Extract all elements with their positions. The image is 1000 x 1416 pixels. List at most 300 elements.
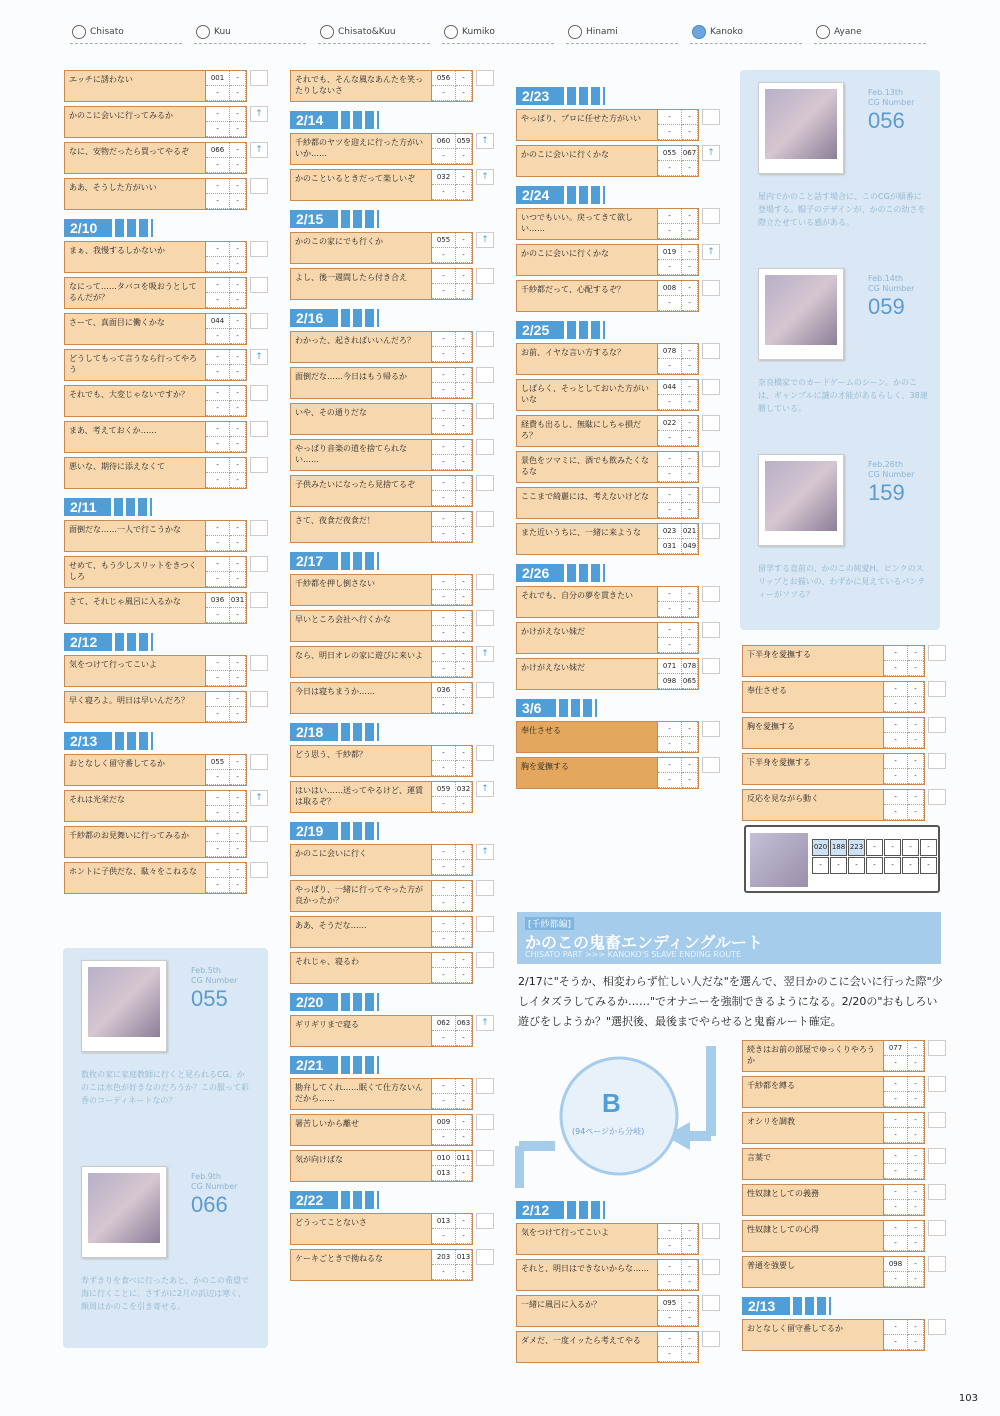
choice-row: [64, 241, 269, 273]
choice-text: どうってことないさ: [290, 1213, 432, 1245]
choice-row: [64, 70, 269, 102]
cg-number-grid: [658, 415, 699, 447]
choice-text: ダメだ、一度イッたら考えてやる: [516, 1331, 658, 1363]
cg-number-cell: -: [884, 1164, 908, 1179]
cg-number-cell: -: [456, 896, 472, 911]
cg-number-cell: -: [884, 805, 908, 820]
choice-text: 今日は寝ちまうか……: [290, 682, 432, 714]
date-header: [64, 219, 269, 237]
flag-box: [702, 451, 720, 467]
cg-number-grid: [432, 1015, 473, 1047]
cg-number-cell: -: [432, 575, 456, 590]
cg-number-grid: [658, 622, 699, 654]
cg-number-cell: -: [456, 917, 472, 932]
cg-number-cell: 071: [658, 659, 682, 674]
cg-number-cell: -: [206, 656, 230, 671]
cg-number-cell: 223: [848, 839, 865, 856]
choice-text: 普通を強要し: [742, 1256, 884, 1288]
cg-number-cell: -: [682, 125, 698, 140]
cg-number-cell: -: [432, 797, 456, 812]
cg-number-cell: -: [206, 791, 230, 806]
choice-row: [516, 622, 721, 654]
arrow-chevrons-icon: [103, 219, 153, 237]
cg-number-grid: [658, 1331, 699, 1363]
choice-row: [290, 1150, 495, 1182]
cg-number-cell: 044: [206, 314, 230, 329]
cg-number-cell: -: [884, 1185, 908, 1200]
cg-number-cell: -: [456, 797, 472, 812]
choice-row: [516, 586, 721, 618]
cg-number-grid: [206, 349, 247, 381]
cg-number-grid: [432, 169, 473, 201]
cg-number-cell: -: [658, 296, 682, 311]
cg-number-cell: -: [456, 86, 472, 101]
choice-text: 下半身を愛撫する: [742, 753, 884, 785]
cg-number-grid: [206, 826, 247, 858]
choice-row: [516, 523, 721, 555]
cg-number-cell: -: [230, 242, 246, 257]
cg-number-grid: [432, 781, 473, 813]
tab-kumiko[interactable]: [442, 22, 554, 44]
cg-number-cell: -: [230, 143, 246, 158]
choice-row: [64, 556, 269, 588]
flag-box: [250, 385, 268, 401]
choice-row: [64, 826, 269, 858]
flag-box: [476, 439, 494, 455]
cg-number-cell: -: [456, 953, 472, 968]
cg-number-grid: [658, 451, 699, 483]
choice-row: [516, 145, 721, 177]
cg-number-cell: 032: [456, 782, 472, 797]
cg-number-cell: -: [230, 458, 246, 473]
choice-row: [742, 1148, 947, 1180]
cg-number-cell: 020: [812, 839, 829, 856]
branch-diagram: [515, 1040, 745, 1190]
tab-kuu[interactable]: [194, 22, 306, 44]
cg-number-cell: -: [230, 350, 246, 365]
cg-number-grid: [658, 658, 699, 690]
cg-number-cell: -: [682, 260, 698, 275]
cg-number-cell: -: [230, 707, 246, 722]
cg-number-cell: -: [658, 1224, 682, 1239]
choice-text: それは光栄だな: [64, 790, 206, 822]
choice-text: 気をつけて行ってこいよ: [64, 655, 206, 687]
choice-row: [516, 658, 721, 690]
cg-number-cell: -: [206, 536, 230, 551]
cg-thumbnail-frame: [81, 960, 167, 1052]
cg-number-cell: -: [432, 896, 456, 911]
cg-number-cell: -: [432, 368, 456, 383]
choice-row: [516, 1223, 721, 1255]
flag-box: [702, 721, 720, 737]
choice-text: 千紗都を縛る: [742, 1076, 884, 1108]
cg-number-grid: [206, 178, 247, 210]
tab-hinami[interactable]: [566, 22, 678, 44]
cg-number-cell: 032: [432, 170, 456, 185]
flag-box: [702, 1331, 720, 1347]
cg-number-cell: -: [682, 296, 698, 311]
cg-number-cell: -: [658, 1275, 682, 1290]
character-tabs: [70, 22, 970, 46]
cg-number-cell: -: [432, 491, 456, 506]
date-header: [516, 699, 721, 717]
arrow-chevrons-icon: [329, 1056, 379, 1074]
arrow-chevrons-icon: [781, 1297, 831, 1315]
cg-number-cell: -: [432, 953, 456, 968]
cg-number-grid: [658, 1223, 699, 1255]
cg-number-cell: -: [682, 359, 698, 374]
flag-box: [702, 280, 720, 296]
choice-text: 気をつけて行ってこいよ: [516, 1223, 658, 1255]
cg-number-cell: -: [456, 491, 472, 506]
cg-number-cell: -: [432, 662, 456, 677]
choice-text: かのこといるときだって楽しいぞ: [290, 169, 432, 201]
cg-number-cell: -: [206, 278, 230, 293]
cg-number-cell: -: [230, 656, 246, 671]
cg-number-cell: -: [206, 842, 230, 857]
cg-number-cell: -: [884, 1272, 908, 1287]
choice-text: エッチに誘わない: [64, 70, 206, 102]
choice-row: [742, 1076, 947, 1108]
flag-box: [702, 1259, 720, 1275]
tab-kanoko[interactable]: [690, 22, 802, 44]
cg-number-cell: -: [432, 86, 456, 101]
column-6: [742, 1040, 947, 1355]
cg-number-cell: -: [682, 431, 698, 446]
flag-box: [702, 1223, 720, 1239]
choice-text: 胸を愛撫する: [742, 717, 884, 749]
cg-number-grid: [658, 721, 699, 753]
tab-label: Hinami: [586, 27, 618, 37]
up-arrow-icon: ↑: [476, 781, 494, 797]
choice-row: [516, 1259, 721, 1291]
date-label: 2/13: [64, 732, 103, 750]
cg-number-cell: -: [682, 1275, 698, 1290]
cg-number-grid: [658, 208, 699, 240]
cg-number-cell: -: [682, 773, 698, 788]
flag-box: [476, 367, 494, 383]
choice-text: 千紗都のヤツを迎えに行った方がいいか……: [290, 133, 432, 165]
tab-label: Chisato: [90, 27, 124, 37]
cg-number-cell: -: [884, 1221, 908, 1236]
cg-number-cell: -: [206, 437, 230, 452]
date-label: 2/22: [290, 1191, 329, 1209]
cg-number-cell: -: [908, 1149, 924, 1164]
choice-row: [516, 244, 721, 276]
cg-number-cell: -: [658, 773, 682, 788]
cg-number-cell: -: [230, 158, 246, 173]
cg-number-cell: -: [206, 293, 230, 308]
choice-row: [742, 1256, 947, 1288]
cg-number-cell: -: [432, 845, 456, 860]
cg-number-cell: 078: [682, 659, 698, 674]
cg-number-cell: -: [432, 626, 456, 641]
cg-number-grid: [884, 717, 925, 749]
cg-number-cell: 066: [206, 143, 230, 158]
cg-number-cell: -: [884, 790, 908, 805]
cg-number-cell: -: [230, 770, 246, 785]
date-header: [290, 309, 495, 327]
cg-number-cell: -: [908, 1272, 924, 1287]
cg-number-cell: -: [658, 395, 682, 410]
arrow-chevrons-icon: [555, 87, 605, 105]
choice-row: [516, 415, 721, 447]
choice-text: さーて、真面目に働くかな: [64, 313, 206, 345]
cg-number-cell: 013: [432, 1166, 456, 1181]
choice-row: [290, 745, 495, 777]
cg-number-cell: -: [908, 733, 924, 748]
cg-number-cell: -: [456, 1265, 472, 1280]
cg-number-cell: -: [866, 839, 883, 856]
tab-ayane[interactable]: [814, 22, 926, 44]
cg-number-grid: [206, 592, 247, 624]
cg-number-cell: 031: [230, 593, 246, 608]
cg-number-grid: [206, 142, 247, 174]
up-arrow-icon: ↑: [702, 244, 720, 260]
cg-image: [88, 967, 160, 1037]
cg-number-cell: -: [432, 284, 456, 299]
cg-number-grid: [884, 1184, 925, 1216]
cg-number-cell: -: [456, 611, 472, 626]
arrow-chevrons-icon: [329, 210, 379, 228]
arrow-chevrons-icon: [555, 564, 605, 582]
cg-number-cell: -: [658, 638, 682, 653]
arrow-chevrons-icon: [329, 723, 379, 741]
cg-number-cell: -: [884, 1092, 908, 1107]
cg-caption: 奈良橋家でのカードゲームのシーン。かのこは、ギャンブルに謎の才能があるらしく、38連勝している。: [758, 378, 928, 413]
flag-box: [476, 916, 494, 932]
flag-box: [250, 277, 268, 293]
choice-row: [742, 1112, 947, 1144]
choice-text: 言葉で: [742, 1148, 884, 1180]
date-header: [64, 498, 269, 516]
cg-number-grid: [884, 753, 925, 785]
cg-number-cell: -: [658, 503, 682, 518]
flag-box: [476, 403, 494, 419]
date-label: 2/10: [64, 219, 103, 237]
choice-text: オシリを調教: [742, 1112, 884, 1144]
cg-number-cell: -: [920, 839, 937, 856]
date-label: 2/12: [64, 633, 103, 651]
arrow-chevrons-icon: [555, 1201, 605, 1219]
cg-number-grid: [206, 277, 247, 309]
choice-row: [742, 753, 947, 785]
cg-number-cell: -: [658, 488, 682, 503]
cg-number-cell: -: [658, 110, 682, 125]
choice-row: [742, 789, 947, 821]
cg-number-cell: -: [908, 1221, 924, 1236]
arrow-chevrons-icon: [329, 309, 379, 327]
cg-number-cell: -: [230, 671, 246, 686]
radio-icon: [72, 25, 86, 39]
cg-number-cell: 001: [206, 71, 230, 86]
cg-number-grid: [658, 145, 699, 177]
cg-number-cell: -: [908, 697, 924, 712]
choice-text: かけがえない妹だ: [516, 658, 658, 690]
radio-icon: [568, 25, 582, 39]
cg-number-grid: [432, 403, 473, 435]
cg-number-grid: [432, 745, 473, 777]
flag-box: [702, 757, 720, 773]
cg-number-cell: -: [432, 269, 456, 284]
cg-caption: 留学する直前の、かのこの純愛H。ピンクのスリップとお揃いの、わずかに見えているパンティーがソソる？: [758, 564, 926, 599]
cg-number-cell: -: [456, 1031, 472, 1046]
choice-text: どう思う、千紗都？: [290, 745, 432, 777]
choice-text: ああ、そうだな……: [290, 916, 432, 948]
cg-number-cell: -: [206, 458, 230, 473]
cg-number-cell: -: [230, 107, 246, 122]
cg-number-cell: -: [682, 224, 698, 239]
cg-number-grid: [432, 682, 473, 714]
flag-box: [476, 610, 494, 626]
cg-number-cell: -: [682, 1224, 698, 1239]
date-header: [290, 552, 495, 570]
cg-number-cell: -: [456, 626, 472, 641]
cg-number-cell: -: [456, 932, 472, 947]
choice-row: [290, 367, 495, 399]
choice-row: [742, 645, 947, 677]
page-number: 103: [958, 1393, 978, 1404]
date-header: [290, 993, 495, 1011]
cg-number-grid: [884, 1148, 925, 1180]
tab-chisato-kuu[interactable]: [318, 22, 430, 44]
cg-number-cell: -: [230, 401, 246, 416]
choice-row: [290, 916, 495, 948]
cg-number-cell: -: [432, 611, 456, 626]
cg-number-cell: -: [884, 682, 908, 697]
up-arrow-icon: ↑: [702, 145, 720, 161]
cg-date-label: Feb.26th CG Number: [868, 460, 915, 479]
arrow-chevrons-icon: [329, 993, 379, 1011]
cg-number-cell: -: [206, 257, 230, 272]
cg-number-grid: [432, 133, 473, 165]
cg-thumbnail-frame: [81, 1166, 167, 1258]
cg-number-cell: 203: [432, 1250, 456, 1265]
choice-row: [290, 133, 495, 165]
cg-number-cell: -: [682, 209, 698, 224]
choice-row: [64, 349, 269, 381]
cg-image: [765, 461, 837, 531]
up-arrow-icon: ↑: [250, 106, 268, 122]
up-arrow-icon: ↑: [476, 1015, 494, 1031]
choice-text: お前、イヤな言い方するな？: [516, 343, 658, 375]
cg-number-cell: -: [456, 440, 472, 455]
cg-number-cell: -: [682, 344, 698, 359]
tab-chisato[interactable]: [70, 22, 182, 44]
cg-number-cell: -: [658, 209, 682, 224]
cg-number-cell: -: [432, 512, 456, 527]
cg-number-grid: [884, 1076, 925, 1108]
cg-number-cell: -: [884, 857, 901, 874]
cg-number-cell: 078: [658, 344, 682, 359]
choice-row: [516, 379, 721, 411]
choice-text: いや、その通りだな: [290, 403, 432, 435]
date-header: [516, 564, 721, 582]
cg-number-cell: -: [230, 386, 246, 401]
cg-number-cell: -: [682, 110, 698, 125]
cg-number-grid: [206, 421, 247, 453]
cg-number: 066: [191, 1192, 228, 1217]
choice-row: [742, 1040, 947, 1072]
choice-text: 経費も出るし、無駄にしちゃ損だろ？: [516, 415, 658, 447]
cg-number-cell: -: [908, 754, 924, 769]
flag-box: [928, 1076, 946, 1092]
flag-box: [928, 717, 946, 733]
cg-number-cell: -: [432, 1094, 456, 1109]
choice-text: 勘弁してくれ……眠くて仕方ないんだから……: [290, 1078, 432, 1110]
flag-box: [702, 487, 720, 503]
cg-number-cell: -: [658, 623, 682, 638]
cg-number-grid: [206, 457, 247, 489]
choice-text: どうしてもって言うなら行ってやろう: [64, 349, 206, 381]
cg-number-cell: -: [206, 158, 230, 173]
cg-number-cell: -: [206, 122, 230, 137]
choice-text: 早く寝ろよ。明日は早いんだろ？: [64, 691, 206, 723]
cg-number-cell: -: [230, 863, 246, 878]
choice-text: わかった、起きればいいんだろ？: [290, 331, 432, 363]
cg-number-cell: -: [658, 224, 682, 239]
choice-row: [64, 421, 269, 453]
cg-number-cell: -: [206, 827, 230, 842]
cg-number-cell: -: [908, 1092, 924, 1107]
column-4: [742, 645, 947, 825]
choice-row: [290, 169, 495, 201]
cg-number-cell: -: [206, 863, 230, 878]
tab-label: Ayane: [834, 27, 862, 37]
cg-thumbnail-frame: [758, 268, 844, 360]
cg-number-cell: -: [230, 194, 246, 209]
route-banner: [517, 912, 941, 964]
date-label: 2/11: [64, 498, 102, 516]
choice-text: おとなしく留守番してるか: [742, 1319, 884, 1351]
choice-row: [290, 682, 495, 714]
choice-text: ああ、そうした方がいい: [64, 178, 206, 210]
date-label: 3/6: [516, 699, 547, 717]
cg-number-grid: [432, 574, 473, 606]
cg-number-cell: -: [456, 647, 472, 662]
choice-row: [290, 610, 495, 642]
cg-number-cell: -: [456, 575, 472, 590]
cg-number-grid: [432, 1078, 473, 1110]
cg-number-cell: -: [230, 878, 246, 893]
flag-box: [476, 475, 494, 491]
choice-text: まぁ、我慢するしかないか: [64, 241, 206, 273]
flag-box: [250, 520, 268, 536]
column-3: [516, 78, 721, 793]
choice-text: 奉仕させる: [516, 721, 658, 753]
choice-row: [516, 757, 721, 789]
choice-row: [290, 268, 495, 300]
cg-number-cell: -: [206, 422, 230, 437]
cg-number-cell: -: [432, 1130, 456, 1145]
date-label: 2/21: [290, 1056, 329, 1074]
choice-text: 気が向けばな: [290, 1150, 432, 1182]
cg-number-cell: 062: [432, 1016, 456, 1031]
choice-row: [290, 952, 495, 984]
choice-row: [516, 208, 721, 240]
cg-thumbnail: [750, 833, 808, 887]
flag-box: [476, 70, 494, 86]
choice-text: かのこに会いに行く: [290, 844, 432, 876]
choice-row: [290, 511, 495, 543]
cg-number: 059: [868, 294, 905, 319]
route-title: かのこの鬼畜エンディングルート: [525, 933, 763, 952]
arrow-chevrons-icon: [329, 822, 379, 840]
up-arrow-icon: ↑: [250, 790, 268, 806]
cg-number-cell: -: [658, 1311, 682, 1326]
cg-number-cell: -: [682, 488, 698, 503]
choice-row: [290, 1078, 495, 1110]
